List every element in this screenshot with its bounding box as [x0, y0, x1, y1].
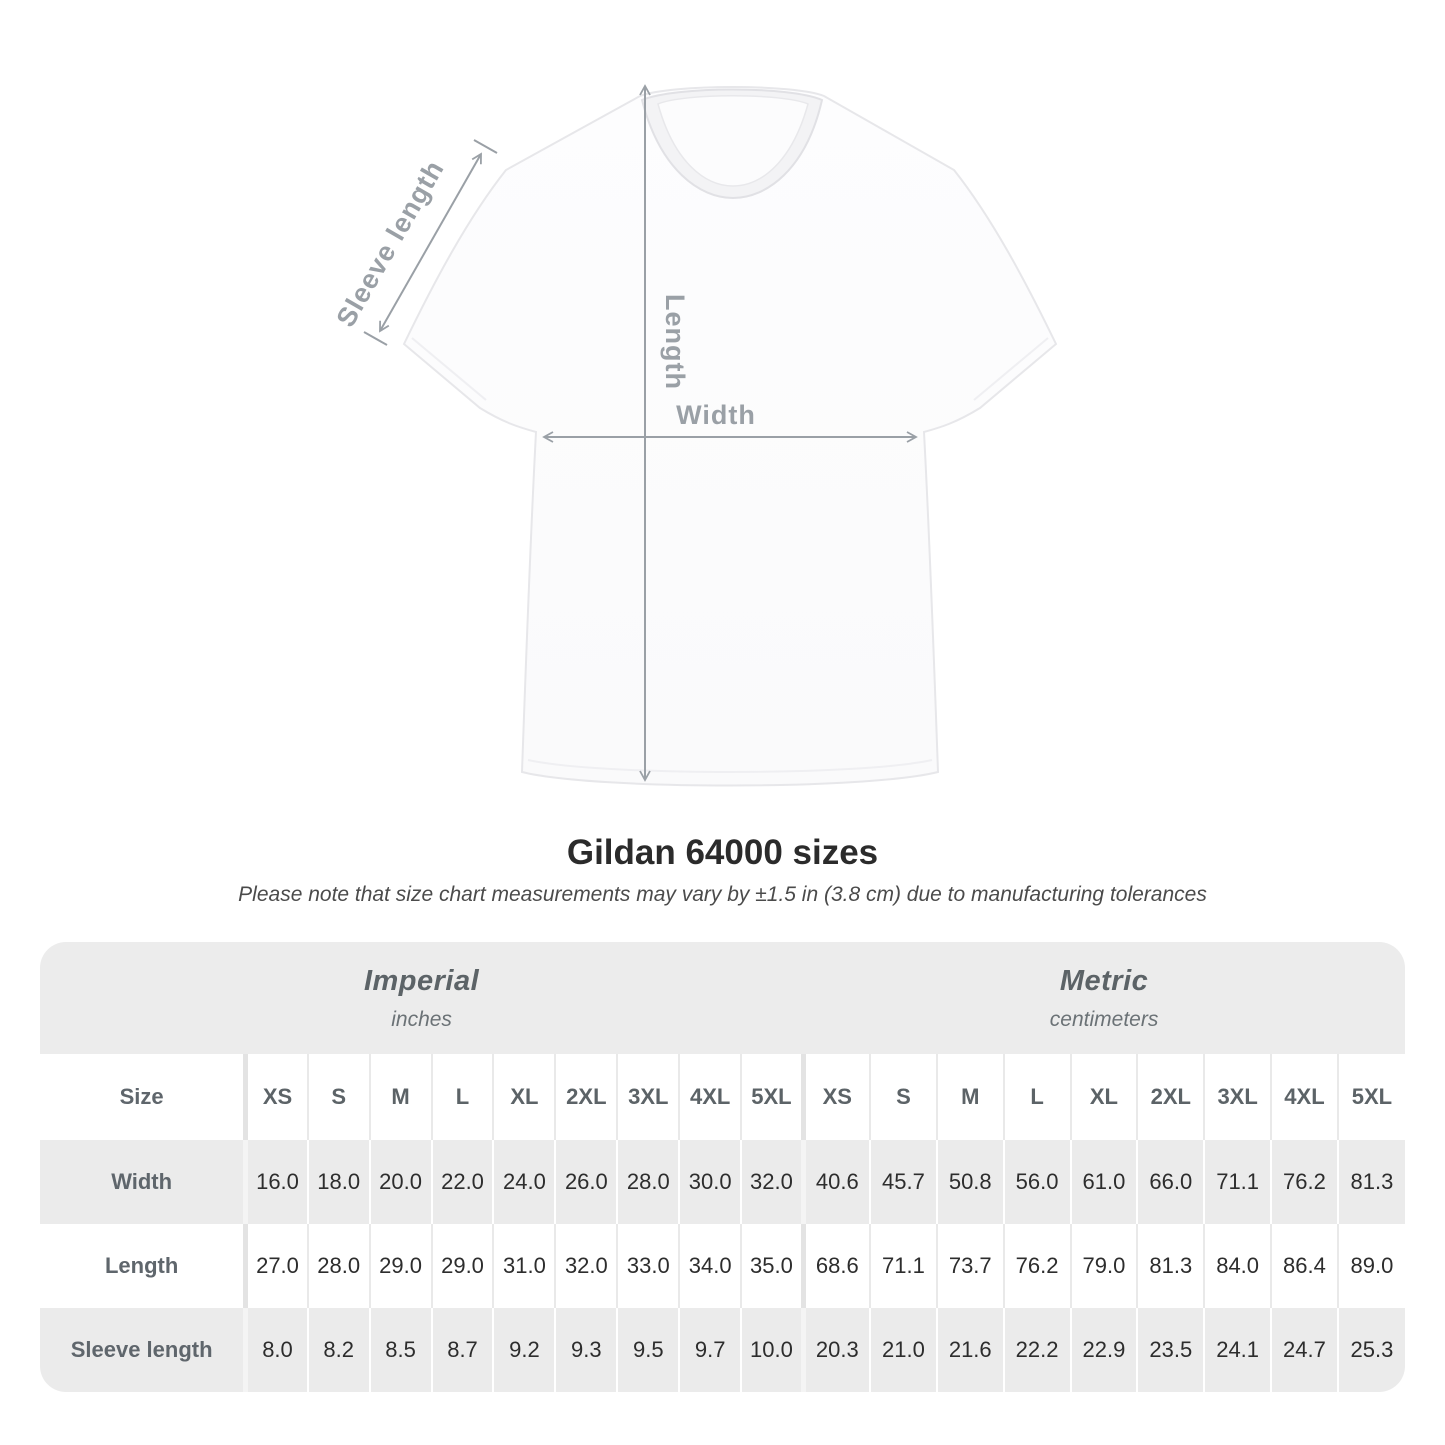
measurement-cell: 50.8 — [937, 1140, 1004, 1224]
measurement-cell: 56.0 — [1004, 1140, 1071, 1224]
measurement-cell: 25.3 — [1338, 1308, 1405, 1392]
row-label-length: Length — [40, 1224, 246, 1308]
measurement-cell: 28.0 — [308, 1224, 370, 1308]
length-row — [40, 1224, 1405, 1308]
measurement-cell: 20.0 — [370, 1140, 432, 1224]
size-header-cell: M — [937, 1054, 1004, 1140]
size-header-cell: 3XL — [617, 1054, 679, 1140]
imperial-group-header — [40, 942, 803, 1054]
size-header-cell: L — [432, 1054, 494, 1140]
sleeve-length-label: Sleeve length — [330, 154, 450, 333]
measurement-cell: 8.5 — [370, 1308, 432, 1392]
imperial-group-unit: inches — [391, 1007, 452, 1031]
size-header-cell: 4XL — [1271, 1054, 1338, 1140]
measurement-cell: 86.4 — [1271, 1224, 1338, 1308]
sleeve-length-cap-top — [474, 140, 497, 153]
size-header-cell: L — [1004, 1054, 1071, 1140]
measurement-cell: 84.0 — [1204, 1224, 1271, 1308]
measurement-cell: 22.0 — [432, 1140, 494, 1224]
size-header-row — [40, 1054, 1405, 1140]
tolerance-note: Please note that size chart measurements may vary by ±1.5 in (3.8 cm) due to manufacturing tolerances — [238, 883, 1207, 906]
measurement-cell: 24.0 — [493, 1140, 555, 1224]
metric-group-name: Metric — [1059, 964, 1149, 997]
size-table — [40, 942, 1405, 1392]
measurement-cell: 16.0 — [246, 1140, 308, 1224]
width-row — [40, 1140, 1405, 1224]
measurement-cell: 34.0 — [679, 1224, 741, 1308]
measurement-cell: 76.2 — [1004, 1224, 1071, 1308]
row-label-sleeve-length: Sleeve length — [40, 1308, 246, 1392]
size-header-cell: 2XL — [555, 1054, 617, 1140]
metric-group-header — [803, 942, 1405, 1054]
measurement-cell: 40.6 — [803, 1140, 870, 1224]
measurement-cell: 8.0 — [246, 1308, 308, 1392]
size-header-cell: S — [870, 1054, 937, 1140]
measurement-cell: 71.1 — [870, 1224, 937, 1308]
metric-group-unit: centimeters — [1049, 1007, 1159, 1031]
measurement-cell: 73.7 — [937, 1224, 1004, 1308]
unit-group-header-row — [40, 942, 1405, 1054]
measurement-cell: 35.0 — [741, 1224, 803, 1308]
measurement-cell: 31.0 — [493, 1224, 555, 1308]
measurement-cell: 68.6 — [803, 1224, 870, 1308]
size-header-cell: 3XL — [1204, 1054, 1271, 1140]
measurement-cell: 9.7 — [679, 1308, 741, 1392]
measurement-cell: 81.3 — [1137, 1224, 1204, 1308]
measurement-cell: 61.0 — [1071, 1140, 1138, 1224]
measurement-cell: 10.0 — [741, 1308, 803, 1392]
measurement-cell: 22.2 — [1004, 1308, 1071, 1392]
measurement-cell: 8.7 — [432, 1308, 494, 1392]
measurement-cell: 28.0 — [617, 1140, 679, 1224]
measurement-cell: 9.5 — [617, 1308, 679, 1392]
size-header-cell: XL — [1071, 1054, 1138, 1140]
size-header-cell: 5XL — [1338, 1054, 1405, 1140]
size-header-cell: XS — [803, 1054, 870, 1140]
size-header-cell: 2XL — [1137, 1054, 1204, 1140]
page-title: Gildan 64000 sizes — [566, 833, 879, 872]
size-header-cell: XL — [493, 1054, 555, 1140]
measurement-cell: 89.0 — [1338, 1224, 1405, 1308]
measurement-cell: 9.3 — [555, 1308, 617, 1392]
measurement-cell: 26.0 — [555, 1140, 617, 1224]
measurement-cell: 29.0 — [432, 1224, 494, 1308]
size-header-cell: 4XL — [679, 1054, 741, 1140]
measurement-cell: 22.9 — [1071, 1308, 1138, 1392]
measurement-cell: 76.2 — [1271, 1140, 1338, 1224]
measurement-cell: 24.7 — [1271, 1308, 1338, 1392]
measurement-cell: 33.0 — [617, 1224, 679, 1308]
measurement-cell: 29.0 — [370, 1224, 432, 1308]
sleeve-length-row — [40, 1308, 1405, 1392]
measurement-cell: 24.1 — [1204, 1308, 1271, 1392]
measurement-cell: 9.2 — [493, 1308, 555, 1392]
measurement-cell: 18.0 — [308, 1140, 370, 1224]
sleeve-length-cap-bottom — [364, 332, 387, 345]
width-label: Width — [676, 400, 756, 430]
measurement-cell: 32.0 — [555, 1224, 617, 1308]
measurement-cell: 81.3 — [1338, 1140, 1405, 1224]
size-header-cell: M — [370, 1054, 432, 1140]
size-column-header: Size — [40, 1054, 246, 1140]
size-header-cell: 5XL — [741, 1054, 803, 1140]
measurement-cell: 21.6 — [937, 1308, 1004, 1392]
measurement-cell: 21.0 — [870, 1308, 937, 1392]
measurement-cell: 66.0 — [1137, 1140, 1204, 1224]
length-label: Length — [660, 294, 690, 390]
measurement-cell: 23.5 — [1137, 1308, 1204, 1392]
size-table-container — [40, 942, 1405, 1392]
measurement-cell: 8.2 — [308, 1308, 370, 1392]
measurement-cell: 30.0 — [679, 1140, 741, 1224]
size-header-cell: S — [308, 1054, 370, 1140]
measurement-cell: 71.1 — [1204, 1140, 1271, 1224]
measurement-cell: 79.0 — [1071, 1224, 1138, 1308]
measurement-cell: 32.0 — [741, 1140, 803, 1224]
size-header-cell: XS — [246, 1054, 308, 1140]
measurement-cell: 45.7 — [870, 1140, 937, 1224]
row-label-width: Width — [40, 1140, 246, 1224]
imperial-group-name: Imperial — [363, 964, 480, 997]
measurement-cell: 27.0 — [246, 1224, 308, 1308]
measurement-cell: 20.3 — [803, 1308, 870, 1392]
